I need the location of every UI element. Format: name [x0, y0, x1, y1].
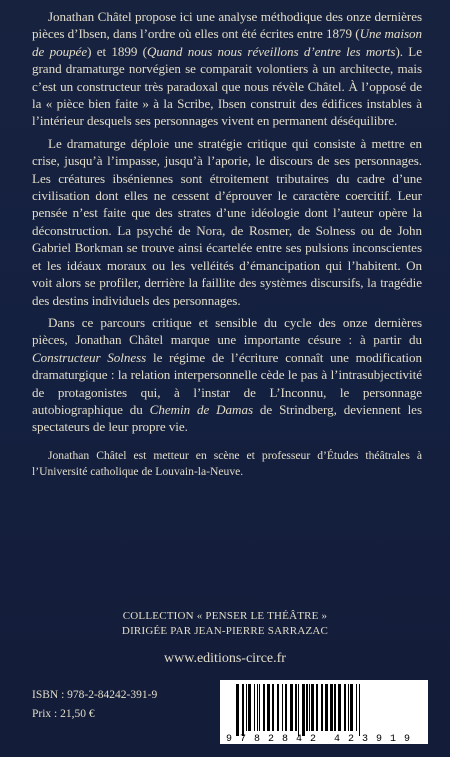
barcode [220, 680, 428, 744]
barcode-graphic [220, 680, 428, 744]
barcode-lead-digit: 9 [226, 734, 233, 744]
barcode-bar [242, 684, 244, 736]
blurb-paragraph-1: Jonathan Châtel propose ici une analyse méthodique des onze dernières pièces d’Ibsen, dans l’ordre où elles ont été écrites entre 1879 (Une maison de poupée) et 1899 (Quand nous nous réveillons d’entre les morts). Le grand dramaturge norvégien se comparait volontiers à un architecte, mais c’est un constructeur très paradoxal que nous révèle Châtel. À l’opposé de la « pièce bien faite » à la Scribe, Ibsen construit des édifices instables à l’intérieur desquels ses personnages vivent en permanent déséquilibre. [32, 9, 422, 129]
blurb-paragraph-2: Le dramaturge déploie une stratégie critique qui consiste à mettre en crise, jusqu’à l’impasse, jusqu’à l’aporie, le discours de ses personnages. Les créatures ibséniennes sont étroitement tributaires du cadre d’une civilisation dont elles ne cessent d’éprouver le caractère coercitif. Leur pensée n’est faite que des strates d’une idéologie dont l’auteur opère la déconstruction. La psyché de Nora, de Rosmer, de Solness ou de John Gabriel Borkman se trouve ainsi écartelée entre ses pulsions inconscientes et les idéaux moraux ou les velléités d’émancipation qui l’habitent. On voit alors se profiler, derrière la faillite des systèmes discursifs, la tragédie des destins individuels des personnages. [32, 135, 422, 308]
barcode-bar [267, 684, 270, 731]
barcode-bar [306, 684, 308, 731]
barcode-bar [344, 684, 346, 731]
italic-title: Constructeur Solness [32, 349, 147, 365]
barcode-bar [309, 684, 310, 731]
barcode-bar [259, 684, 260, 731]
italic-title: Chemin de Damas [149, 401, 253, 417]
barcode-bar [330, 684, 333, 731]
barcode-bar [338, 684, 341, 731]
barcode-bar [236, 684, 239, 736]
barcode-bar [263, 684, 265, 731]
blurb [32, 8, 422, 480]
barcode-bar [325, 684, 328, 731]
barcode-bar [248, 684, 251, 731]
barcode-bar [298, 684, 299, 736]
barcode-bar [359, 684, 360, 736]
barcode-bar [290, 684, 293, 731]
barcode-bar [282, 684, 283, 731]
barcode-bar [348, 684, 349, 731]
barcode-bar [285, 684, 287, 731]
barcode-bar [334, 684, 336, 731]
collection-director: DIRIGÉE PAR JEAN-PIERRE SARRAZAC [121, 625, 329, 637]
barcode-left-digits: 782842 [240, 734, 316, 744]
isbn-price [32, 686, 157, 724]
barcode-bar [277, 684, 279, 731]
barcode-bar [254, 684, 255, 731]
barcode-bar [302, 684, 305, 736]
blurb-paragraph-3: Dans ce parcours critique et sensible du cycle des onze dernières pièces, Jonathan Châtel marque une importante césure : à partir du Constructeur Solness le régime de l’écriture connaît une modification dramaturgique : la relation interpersonnelle cède le pas à l’intrasubjectivité de protagonistes qui, à l’instar de L’Inconnu, le personnage autobiographique du Chemin de Damas de Strindberg, deviennent les spectateurs de leur propre vie. [32, 314, 422, 435]
italic-title: Une maison de poupée [32, 26, 422, 59]
barcode-bar [321, 684, 323, 731]
barcode-bar [311, 684, 314, 731]
barcode-bar [356, 684, 357, 731]
collection-name: COLLECTION « PENSER LE THÉÂTRE » [122, 610, 328, 622]
barcode-bar [246, 684, 247, 731]
barcode-bar [272, 684, 274, 731]
author-bio: Jonathan Châtel est metteur en scène et professeur d’Études théâtrales à l’Université catholique de Louvain-la-Neuve. [32, 448, 422, 478]
collection-info [0, 609, 450, 639]
barcode-right-digits: 423919 [334, 734, 410, 744]
barcode-bar [257, 684, 258, 731]
barcode-bar [295, 684, 297, 731]
publisher-website: www.editions-circe.fr [164, 651, 286, 666]
italic-title: Quand nous nous réveillons d’entre les morts [147, 43, 396, 59]
price: Prix : 21,50 € [32, 708, 95, 720]
isbn: ISBN : 978-2-84242-391-9 [32, 689, 158, 701]
barcode-bar [350, 684, 353, 731]
barcode-bar [316, 684, 318, 731]
